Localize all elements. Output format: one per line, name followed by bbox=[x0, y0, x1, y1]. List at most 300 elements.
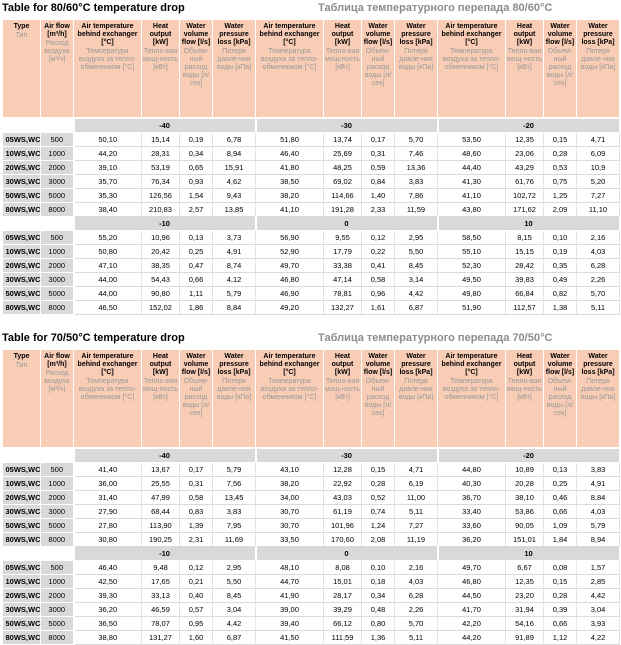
value-cell: 7,27 bbox=[395, 519, 438, 533]
column-header-heat-output-label-en: Heat output [kW] bbox=[513, 23, 536, 47]
value-cell: 44,40 bbox=[438, 161, 506, 175]
value-cell: 0,58 bbox=[180, 491, 213, 505]
value-cell: 0,74 bbox=[362, 505, 395, 519]
table-row bbox=[3, 491, 620, 505]
value-cell: 15,15 bbox=[506, 245, 544, 259]
value-cell: 4,71 bbox=[577, 133, 620, 147]
outdoor-temperature-band: -30 bbox=[256, 448, 438, 463]
air-flow-cell: 5000 bbox=[41, 189, 74, 203]
air-flow-cell: 2000 bbox=[41, 259, 74, 273]
value-cell: 38,50 bbox=[256, 175, 324, 189]
value-cell: 0,19 bbox=[544, 245, 577, 259]
value-cell: 66,84 bbox=[506, 287, 544, 301]
value-cell: 36,70 bbox=[438, 491, 506, 505]
value-cell: 30,80 bbox=[74, 533, 142, 547]
value-cell: 0,28 bbox=[544, 589, 577, 603]
value-cell: 1,60 bbox=[180, 631, 213, 645]
value-cell: 49,20 bbox=[256, 301, 324, 315]
value-cell: 36,20 bbox=[74, 603, 142, 617]
air-flow-cell: 5000 bbox=[41, 519, 74, 533]
value-cell: 1,86 bbox=[180, 301, 213, 315]
table-row bbox=[3, 631, 620, 645]
column-header-air-flow bbox=[41, 350, 74, 449]
band-blank-cell bbox=[3, 217, 74, 231]
outdoor-temperature-band: 10 bbox=[438, 217, 620, 231]
value-cell: 4,91 bbox=[577, 477, 620, 491]
column-header-air-temperature-label-ru: Температура воздуха за тепло-обменником [°C] bbox=[260, 48, 319, 72]
column-header-water-volume-flow bbox=[180, 350, 213, 449]
value-cell: 15,14 bbox=[142, 133, 180, 147]
value-cell: 5,20 bbox=[577, 175, 620, 189]
air-flow-cell: 3000 bbox=[41, 273, 74, 287]
value-cell: 91,89 bbox=[506, 631, 544, 645]
value-cell: 5,79 bbox=[213, 463, 256, 477]
table-row bbox=[3, 273, 620, 287]
column-header-type-label-ru: Тип bbox=[15, 362, 28, 370]
value-cell: 53,50 bbox=[438, 133, 506, 147]
table-row bbox=[3, 477, 620, 491]
value-cell: 9,48 bbox=[142, 561, 180, 575]
table-row bbox=[3, 519, 620, 533]
column-header-water-volume-flow-label-en: Water volume flow [l/s] bbox=[545, 23, 575, 47]
outdoor-temperature-band: -30 bbox=[256, 118, 438, 133]
value-cell: 46,80 bbox=[438, 575, 506, 589]
value-cell: 5,50 bbox=[395, 245, 438, 259]
value-cell: 8,94 bbox=[213, 147, 256, 161]
value-cell: 3,04 bbox=[213, 603, 256, 617]
value-cell: 4,03 bbox=[577, 505, 620, 519]
air-flow-cell: 8000 bbox=[41, 631, 74, 645]
value-cell: 0,15 bbox=[544, 575, 577, 589]
value-cell: 2,57 bbox=[180, 203, 213, 217]
column-header-air-temperature bbox=[438, 20, 506, 119]
value-cell: 0,96 bbox=[362, 287, 395, 301]
value-cell: 1,12 bbox=[544, 631, 577, 645]
unit-type-cell: 30WS,WC bbox=[3, 505, 41, 519]
column-header-water-volume-flow bbox=[362, 20, 395, 119]
unit-type-cell: 20WS,WC bbox=[3, 491, 41, 505]
column-header-heat-output bbox=[324, 20, 362, 119]
column-header-water-pressure-loss bbox=[577, 20, 620, 119]
value-cell: 0,22 bbox=[362, 245, 395, 259]
column-header-type bbox=[3, 20, 41, 119]
value-cell: 5,70 bbox=[577, 287, 620, 301]
column-header-heat-output-label-ru: Тепло-вая мощ-ность [кВт] bbox=[325, 378, 360, 402]
column-header-heat-output-label-ru: Тепло-вая мощ-ность [кВт] bbox=[325, 48, 360, 72]
value-cell: 54,16 bbox=[506, 617, 544, 631]
value-cell: 36,00 bbox=[74, 477, 142, 491]
column-header-heat-output-label-ru: Тепло-вая мощ-ность [кВт] bbox=[507, 378, 542, 402]
column-header-air-flow bbox=[41, 20, 74, 119]
table-title-en: Table for 80/60°C temperature drop bbox=[2, 2, 185, 14]
value-cell: 0,13 bbox=[544, 463, 577, 477]
column-header-water-pressure-loss-label-ru: Потеря давле-ния воды [кПа] bbox=[216, 378, 252, 402]
value-cell: 44,20 bbox=[74, 147, 142, 161]
unit-type-cell: 80WS,WC bbox=[3, 631, 41, 645]
table-row bbox=[3, 147, 620, 161]
value-cell: 0,66 bbox=[180, 273, 213, 287]
value-cell: 12,35 bbox=[506, 133, 544, 147]
value-cell: 0,15 bbox=[362, 463, 395, 477]
value-cell: 0,59 bbox=[362, 161, 395, 175]
unit-type-cell: 30WS,WC bbox=[3, 273, 41, 287]
table-row bbox=[3, 561, 620, 575]
value-cell: 33,40 bbox=[438, 505, 506, 519]
table-row bbox=[3, 589, 620, 603]
column-header-air-temperature bbox=[74, 20, 142, 119]
value-cell: 1,84 bbox=[544, 533, 577, 547]
air-flow-cell: 3000 bbox=[41, 603, 74, 617]
table-section-70-50 bbox=[2, 332, 619, 645]
value-cell: 0,25 bbox=[544, 477, 577, 491]
band-blank-cell bbox=[3, 448, 74, 463]
value-cell: 0,19 bbox=[180, 133, 213, 147]
column-header-air-flow-label-ru: Расход воздуха [м³/ч] bbox=[44, 370, 70, 394]
value-cell: 0,41 bbox=[362, 259, 395, 273]
value-cell: 44,00 bbox=[74, 287, 142, 301]
value-cell: 46,90 bbox=[256, 287, 324, 301]
column-header-water-pressure-loss-label-ru: Потеря давле-ния воды [кПа] bbox=[580, 48, 616, 72]
value-cell: 2,16 bbox=[577, 231, 620, 245]
value-cell: 50,80 bbox=[74, 245, 142, 259]
value-cell: 0,12 bbox=[180, 561, 213, 575]
value-cell: 0,34 bbox=[362, 589, 395, 603]
value-cell: 2,85 bbox=[577, 575, 620, 589]
value-cell: 112,57 bbox=[506, 301, 544, 315]
value-cell: 2,31 bbox=[180, 533, 213, 547]
value-cell: 0,39 bbox=[544, 603, 577, 617]
column-header-heat-output-label-en: Heat output [kW] bbox=[149, 353, 172, 377]
column-header-water-volume-flow-label-ru: Объем-ный расход воды [л/сек] bbox=[364, 48, 392, 88]
value-cell: 50,10 bbox=[74, 133, 142, 147]
value-cell: 101,96 bbox=[324, 519, 362, 533]
value-cell: 42,20 bbox=[438, 617, 506, 631]
value-cell: 38,35 bbox=[142, 259, 180, 273]
column-header-water-pressure-loss bbox=[395, 20, 438, 119]
value-cell: 28,42 bbox=[506, 259, 544, 273]
value-cell: 41,10 bbox=[438, 189, 506, 203]
column-header-air-flow-label-ru: Расход воздуха [м³/ч] bbox=[44, 40, 70, 64]
column-header-heat-output bbox=[506, 350, 544, 449]
value-cell: 4,71 bbox=[395, 463, 438, 477]
value-cell: 11,69 bbox=[213, 533, 256, 547]
value-cell: 126,56 bbox=[142, 189, 180, 203]
value-cell: 3,04 bbox=[577, 603, 620, 617]
column-header-heat-output-label-ru: Тепло-вая мощ-ность [кВт] bbox=[143, 378, 178, 402]
value-cell: 3,83 bbox=[213, 505, 256, 519]
value-cell: 20,28 bbox=[506, 477, 544, 491]
column-header-water-pressure-loss-label-en: Water pressure loss [kPa] bbox=[399, 353, 433, 377]
value-cell: 7,27 bbox=[577, 189, 620, 203]
column-header-air-temperature bbox=[438, 350, 506, 449]
value-cell: 5,11 bbox=[395, 631, 438, 645]
value-cell: 11,00 bbox=[395, 491, 438, 505]
table-title-ru: Таблица температурного перепада 80/60°С bbox=[318, 2, 553, 14]
outdoor-temperature-band-row bbox=[3, 448, 620, 463]
value-cell: 0,12 bbox=[362, 231, 395, 245]
value-cell: 12,28 bbox=[324, 463, 362, 477]
column-header-air-temperature bbox=[256, 350, 324, 449]
value-cell: 0,35 bbox=[544, 259, 577, 273]
value-cell: 49,50 bbox=[438, 273, 506, 287]
value-cell: 151,01 bbox=[506, 533, 544, 547]
value-cell: 0,93 bbox=[180, 175, 213, 189]
column-header-air-temperature-label-ru: Температура воздуха за тепло-обменником [°C] bbox=[260, 378, 319, 402]
value-cell: 5,79 bbox=[577, 519, 620, 533]
column-header-air-temperature-label-en: Air temperature behind exchanger [°C] bbox=[259, 23, 320, 47]
value-cell: 0,66 bbox=[544, 505, 577, 519]
air-flow-cell: 8000 bbox=[41, 203, 74, 217]
value-cell: 47,99 bbox=[142, 491, 180, 505]
value-cell: 9,55 bbox=[324, 231, 362, 245]
value-cell: 0,80 bbox=[362, 617, 395, 631]
value-cell: 47,10 bbox=[74, 259, 142, 273]
value-cell: 2,33 bbox=[362, 203, 395, 217]
table-title-en: Table for 70/50°C temperature drop bbox=[2, 332, 185, 344]
value-cell: 66,12 bbox=[324, 617, 362, 631]
column-header-air-temperature-label-ru: Температура воздуха за тепло-обменником [°C] bbox=[78, 378, 137, 402]
value-cell: 51,80 bbox=[256, 133, 324, 147]
column-header-air-temperature-label-en: Air temperature behind exchanger [°C] bbox=[77, 23, 138, 47]
value-cell: 5,11 bbox=[577, 301, 620, 315]
air-flow-cell: 8000 bbox=[41, 533, 74, 547]
air-flow-cell: 1000 bbox=[41, 245, 74, 259]
column-header-water-pressure-loss-label-ru: Потеря давле-ния воды [кПа] bbox=[398, 48, 434, 72]
value-cell: 7,86 bbox=[395, 189, 438, 203]
air-flow-cell: 8000 bbox=[41, 301, 74, 315]
value-cell: 17,65 bbox=[142, 575, 180, 589]
value-cell: 46,40 bbox=[74, 561, 142, 575]
air-flow-cell: 1000 bbox=[41, 575, 74, 589]
column-header-air-temperature-label-en: Air temperature behind exchanger [°C] bbox=[441, 23, 502, 47]
value-cell: 8,45 bbox=[395, 259, 438, 273]
value-cell: 1,25 bbox=[544, 189, 577, 203]
value-cell: 0,34 bbox=[180, 147, 213, 161]
value-cell: 0,47 bbox=[180, 259, 213, 273]
value-cell: 8,84 bbox=[577, 491, 620, 505]
value-cell: 0,49 bbox=[544, 273, 577, 287]
table-row bbox=[3, 203, 620, 217]
outdoor-temperature-band-row bbox=[3, 547, 620, 561]
value-cell: 90,05 bbox=[506, 519, 544, 533]
column-header-heat-output-label-ru: Тепло-вая мощ-ность [кВт] bbox=[507, 48, 542, 72]
value-cell: 41,50 bbox=[256, 631, 324, 645]
value-cell: 54,43 bbox=[142, 273, 180, 287]
air-flow-cell: 2000 bbox=[41, 161, 74, 175]
column-header-water-volume-flow-label-ru: Объем-ный расход воды [л/сек] bbox=[546, 48, 574, 88]
value-cell: 36,20 bbox=[438, 533, 506, 547]
air-flow-cell: 500 bbox=[41, 133, 74, 147]
value-cell: 2,26 bbox=[577, 273, 620, 287]
value-cell: 23,06 bbox=[506, 147, 544, 161]
value-cell: 0,08 bbox=[544, 561, 577, 575]
value-cell: 6,87 bbox=[213, 631, 256, 645]
value-cell: 0,95 bbox=[180, 617, 213, 631]
value-cell: 8,74 bbox=[213, 259, 256, 273]
value-cell: 52,30 bbox=[438, 259, 506, 273]
unit-type-cell: 05WS,WC bbox=[3, 231, 41, 245]
value-cell: 33,60 bbox=[438, 519, 506, 533]
column-header-water-volume-flow bbox=[544, 350, 577, 449]
value-cell: 7,95 bbox=[213, 519, 256, 533]
value-cell: 0,65 bbox=[180, 161, 213, 175]
value-cell: 38,10 bbox=[506, 491, 544, 505]
value-cell: 6,19 bbox=[395, 477, 438, 491]
value-cell: 0,21 bbox=[180, 575, 213, 589]
value-cell: 39,00 bbox=[256, 603, 324, 617]
value-cell: 10,89 bbox=[506, 463, 544, 477]
value-cell: 41,30 bbox=[438, 175, 506, 189]
value-cell: 13,74 bbox=[324, 133, 362, 147]
column-header-air-flow-label-en: Air flow [m³/h] bbox=[44, 353, 70, 369]
value-cell: 41,40 bbox=[74, 463, 142, 477]
value-cell: 0,75 bbox=[544, 175, 577, 189]
outdoor-temperature-band: -40 bbox=[74, 118, 256, 133]
value-cell: 1,38 bbox=[544, 301, 577, 315]
value-cell: 2,95 bbox=[213, 561, 256, 575]
column-header-water-volume-flow bbox=[180, 20, 213, 119]
value-cell: 2,26 bbox=[395, 603, 438, 617]
column-header-type-label-en: Type bbox=[13, 353, 30, 360]
value-cell: 0,58 bbox=[362, 273, 395, 287]
value-cell: 4,42 bbox=[577, 589, 620, 603]
value-cell: 0,28 bbox=[362, 477, 395, 491]
column-header-heat-output-label-en: Heat output [kW] bbox=[331, 353, 354, 377]
value-cell: 46,50 bbox=[74, 301, 142, 315]
value-cell: 6,67 bbox=[506, 561, 544, 575]
table-section-80-60 bbox=[2, 2, 619, 315]
outdoor-temperature-band: 0 bbox=[256, 217, 438, 231]
value-cell: 44,00 bbox=[74, 273, 142, 287]
value-cell: 111,59 bbox=[324, 631, 362, 645]
unit-type-cell: 80WS,WC bbox=[3, 533, 41, 547]
value-cell: 31,94 bbox=[506, 603, 544, 617]
value-cell: 31,40 bbox=[74, 491, 142, 505]
value-cell: 0,46 bbox=[544, 491, 577, 505]
column-header-water-pressure-loss-label-en: Water pressure loss [kPa] bbox=[399, 23, 433, 47]
value-cell: 2,08 bbox=[362, 533, 395, 547]
column-header-heat-output bbox=[142, 20, 180, 119]
column-header-water-pressure-loss-label-ru: Потеря давле-ния воды [кПа] bbox=[216, 48, 252, 72]
column-header-heat-output-label-en: Heat output [kW] bbox=[513, 353, 536, 377]
table-row bbox=[3, 463, 620, 477]
value-cell: 46,80 bbox=[256, 273, 324, 287]
value-cell: 3,73 bbox=[213, 231, 256, 245]
column-header-row bbox=[3, 350, 620, 449]
value-cell: 33,38 bbox=[324, 259, 362, 273]
unit-type-cell: 10WS,WC bbox=[3, 147, 41, 161]
value-cell: 3,83 bbox=[577, 463, 620, 477]
value-cell: 11,19 bbox=[395, 533, 438, 547]
column-header-water-volume-flow-label-en: Water volume flow [l/s] bbox=[363, 23, 393, 47]
column-header-water-pressure-loss-label-en: Water pressure loss [kPa] bbox=[581, 23, 615, 47]
value-cell: 1,11 bbox=[180, 287, 213, 301]
column-header-air-temperature-label-en: Air temperature behind exchanger [°C] bbox=[441, 353, 502, 377]
table-row bbox=[3, 575, 620, 589]
value-cell: 38,80 bbox=[74, 631, 142, 645]
column-header-water-pressure-loss-label-ru: Потеря давле-ния воды [кПа] bbox=[580, 378, 616, 402]
value-cell: 48,60 bbox=[438, 147, 506, 161]
table-70-50-titles bbox=[2, 332, 619, 346]
value-cell: 5,70 bbox=[395, 617, 438, 631]
value-cell: 28,17 bbox=[324, 589, 362, 603]
table-row bbox=[3, 259, 620, 273]
table-row bbox=[3, 287, 620, 301]
value-cell: 4,12 bbox=[213, 273, 256, 287]
value-cell: 90,80 bbox=[142, 287, 180, 301]
value-cell: 9,43 bbox=[213, 189, 256, 203]
unit-type-cell: 30WS,WC bbox=[3, 175, 41, 189]
column-header-heat-output-label-ru: Тепло-вая мощ-ность [кВт] bbox=[143, 48, 178, 72]
unit-type-cell: 80WS,WC bbox=[3, 301, 41, 315]
unit-type-cell: 05WS,WC bbox=[3, 561, 41, 575]
value-cell: 0,18 bbox=[362, 575, 395, 589]
value-cell: 2,95 bbox=[395, 231, 438, 245]
value-cell: 1,09 bbox=[544, 519, 577, 533]
value-cell: 131,27 bbox=[142, 631, 180, 645]
value-cell: 210,83 bbox=[142, 203, 180, 217]
value-cell: 0,83 bbox=[180, 505, 213, 519]
column-header-water-volume-flow-label-en: Water volume flow [l/s] bbox=[363, 353, 393, 377]
value-cell: 25,55 bbox=[142, 477, 180, 491]
value-cell: 1,57 bbox=[577, 561, 620, 575]
value-cell: 0,52 bbox=[362, 491, 395, 505]
column-header-air-temperature-label-en: Air temperature behind exchanger [°C] bbox=[77, 353, 138, 377]
value-cell: 0,84 bbox=[362, 175, 395, 189]
column-header-heat-output bbox=[324, 350, 362, 449]
outdoor-temperature-band-row bbox=[3, 118, 620, 133]
value-cell: 48,25 bbox=[324, 161, 362, 175]
column-header-air-temperature bbox=[256, 20, 324, 119]
air-flow-cell: 5000 bbox=[41, 287, 74, 301]
value-cell: 4,91 bbox=[213, 245, 256, 259]
value-cell: 35,70 bbox=[74, 175, 142, 189]
value-cell: 190,25 bbox=[142, 533, 180, 547]
value-cell: 39,29 bbox=[324, 603, 362, 617]
value-cell: 0,15 bbox=[544, 133, 577, 147]
air-flow-cell: 2000 bbox=[41, 491, 74, 505]
value-cell: 8,94 bbox=[577, 533, 620, 547]
value-cell: 33,13 bbox=[142, 589, 180, 603]
value-cell: 0,13 bbox=[180, 231, 213, 245]
air-flow-cell: 500 bbox=[41, 231, 74, 245]
air-flow-cell: 500 bbox=[41, 463, 74, 477]
value-cell: 41,10 bbox=[256, 203, 324, 217]
column-header-air-temperature-label-ru: Температура воздуха за тепло-обменником [°C] bbox=[442, 48, 501, 72]
value-cell: 44,80 bbox=[438, 463, 506, 477]
value-cell: 13,36 bbox=[395, 161, 438, 175]
outdoor-temperature-band: -40 bbox=[74, 448, 256, 463]
value-cell: 17,79 bbox=[324, 245, 362, 259]
value-cell: 1,54 bbox=[180, 189, 213, 203]
value-cell: 25,69 bbox=[324, 147, 362, 161]
value-cell: 40,30 bbox=[438, 477, 506, 491]
value-cell: 1,40 bbox=[362, 189, 395, 203]
table-title-ru: Таблица температурного перепада 70/50°С bbox=[318, 332, 553, 344]
value-cell: 15,01 bbox=[324, 575, 362, 589]
air-flow-cell: 1000 bbox=[41, 477, 74, 491]
value-cell: 0,57 bbox=[180, 603, 213, 617]
value-cell: 6,28 bbox=[395, 589, 438, 603]
value-cell: 13,45 bbox=[213, 491, 256, 505]
table-row bbox=[3, 603, 620, 617]
value-cell: 43,80 bbox=[438, 203, 506, 217]
value-cell: 55,20 bbox=[74, 231, 142, 245]
value-cell: 0,17 bbox=[362, 133, 395, 147]
value-cell: 61,76 bbox=[506, 175, 544, 189]
value-cell: 2,09 bbox=[544, 203, 577, 217]
value-cell: 69,02 bbox=[324, 175, 362, 189]
